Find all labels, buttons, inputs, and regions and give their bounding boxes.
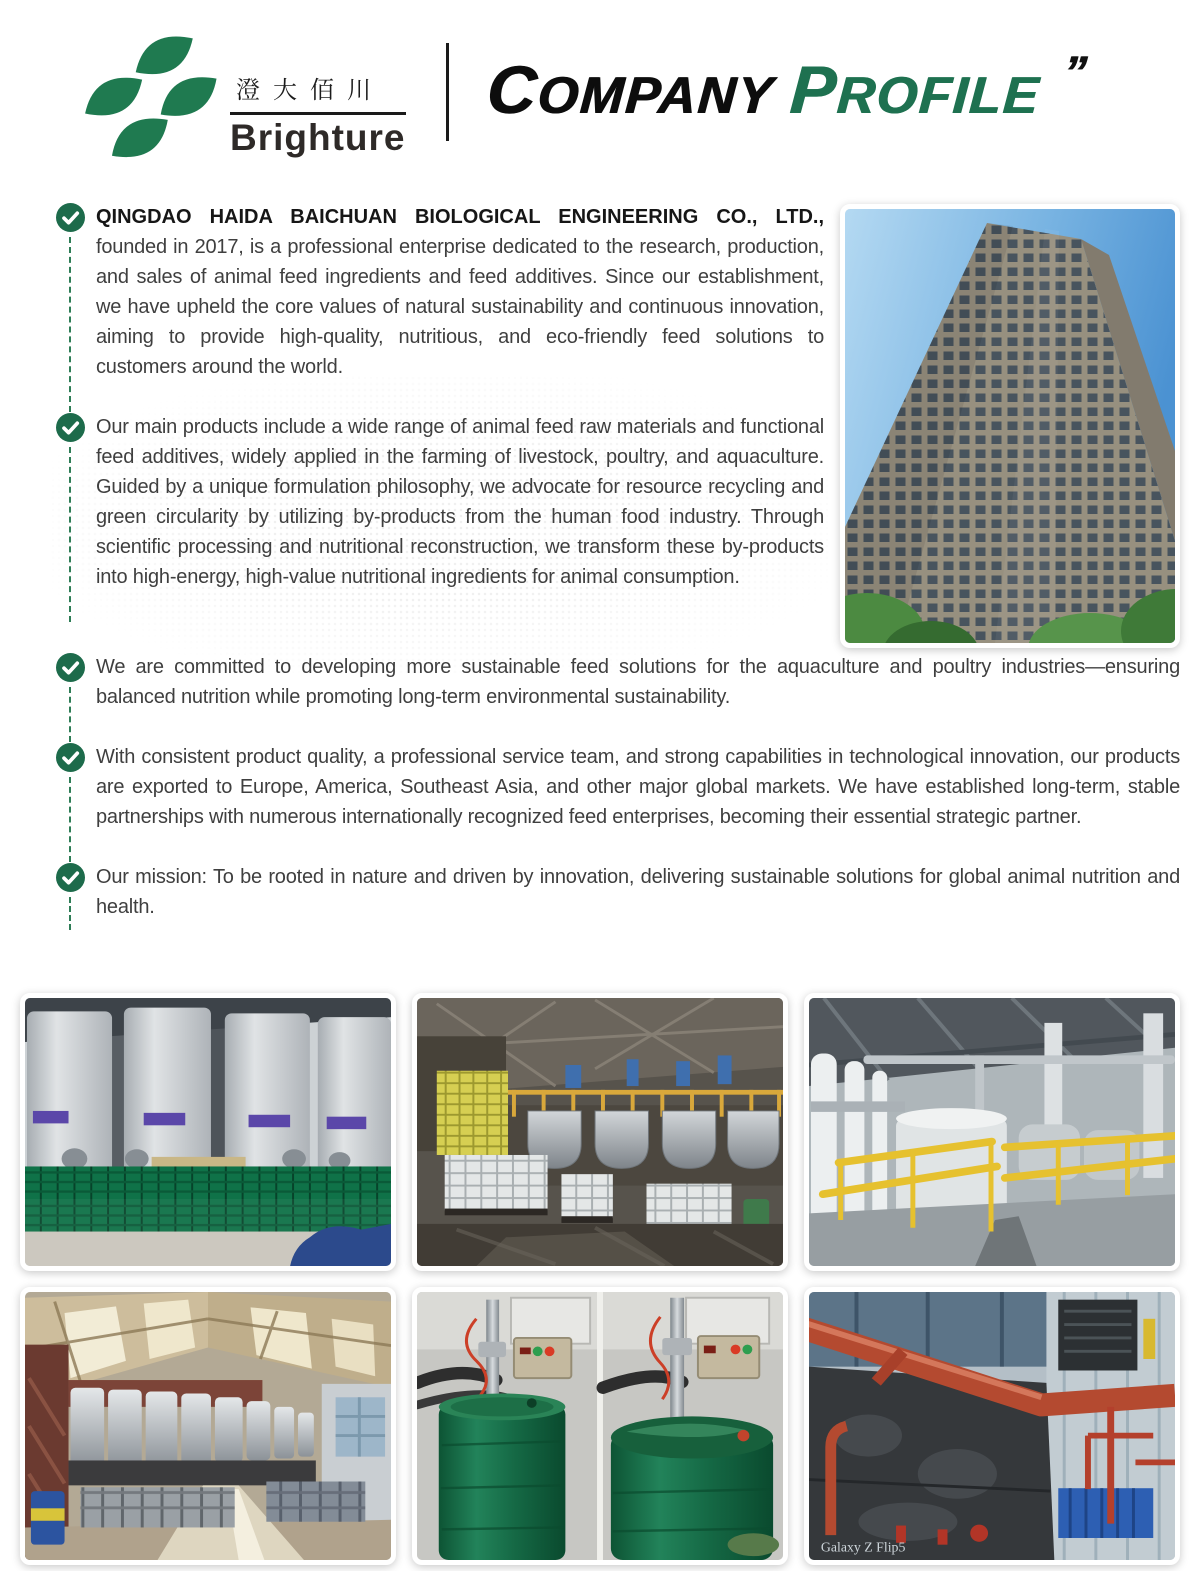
building-photo <box>840 204 1180 648</box>
paragraph-text <box>94 652 1180 742</box>
logo-chinese-name: 澄大佰川 <box>236 76 384 104</box>
check-icon <box>56 203 85 232</box>
bullet-rail <box>46 412 94 622</box>
paragraph-item-4 <box>46 742 1180 862</box>
bullet-rail <box>46 742 94 862</box>
intro-text-column <box>46 202 824 648</box>
paragraph-text <box>94 742 1180 862</box>
wide-text-section <box>0 648 1200 930</box>
photo-watermark: Galaxy Z Flip5 <box>820 1539 906 1555</box>
logo-text-block <box>230 70 406 159</box>
paragraph-body: Our mission: To be rooted in nature and driven by innovation, delivering sustainable solutions for global animal nutrition and health. <box>96 866 1180 918</box>
check-icon <box>56 413 85 442</box>
bullet-rail <box>46 202 94 412</box>
quote-mark-icon: ” <box>1060 45 1090 98</box>
factory-photo-warehouse <box>20 1287 396 1565</box>
paragraph-text <box>94 412 824 622</box>
factory-photo-image <box>809 998 1175 1266</box>
dashed-connector <box>69 687 71 742</box>
paragraph-body: With consistent product quality, a professional service team, and strong capabilities in technological innovation, our products are exported to Europe, America, Southeast Asia, and other major global markets. We have established long-term, stable partnerships with numerous internationally recognized feed enterprises, becoming their essential strategic partner. <box>96 746 1180 828</box>
factory-photo-image <box>417 998 783 1266</box>
title-profile: PROFILE <box>787 52 1042 128</box>
header <box>0 0 1200 172</box>
check-icon <box>56 653 85 682</box>
dashed-connector <box>69 447 71 622</box>
factory-photo-railings <box>804 993 1180 1271</box>
paragraph-text <box>94 862 1180 930</box>
building-photo-image <box>845 209 1175 643</box>
paragraph-item-3 <box>46 652 1180 742</box>
title-company: COMPANY <box>483 52 776 128</box>
check-icon <box>56 863 85 892</box>
factory-photo-tanks-drums <box>20 993 396 1271</box>
paragraph-body: founded in 2017, is a professional enterprise dedicated to the research, production, and sales of animal feed ingredients and feed additives. Since our establishment, we have upheld the core values of natural sustainability and continuous innovation, aiming to provide high-quality, nutritious, and eco-friendly feed solutions to customers around the world. <box>96 236 824 378</box>
paragraph-item-2 <box>46 412 824 622</box>
factory-photo-image <box>25 998 391 1266</box>
leaf-logo-icon <box>78 28 228 166</box>
dashed-connector <box>69 897 71 930</box>
header-divider <box>446 43 449 141</box>
check-icon <box>56 743 85 772</box>
paragraph-text <box>94 202 824 412</box>
bullet-rail <box>46 652 94 742</box>
logo-english-name: Brighture <box>230 116 406 158</box>
factory-photo-boiler <box>804 1287 1180 1565</box>
paragraph-item-1 <box>46 202 824 412</box>
factory-photo-image <box>809 1292 1175 1560</box>
logo-underline <box>230 112 406 115</box>
page-title <box>483 45 1090 129</box>
factory-photo-image <box>25 1292 391 1560</box>
brighture-logo <box>78 28 406 166</box>
dashed-connector <box>69 237 71 412</box>
paragraph-body: We are committed to developing more sustainable feed solutions for the aquaculture and poultry industries—ensuring balanced nutrition while promoting long-term environmental sustainability. <box>96 656 1180 708</box>
factory-photo-grid <box>20 993 1180 1565</box>
dashed-connector <box>69 777 71 862</box>
company-name-lead: QINGDAO HAIDA BAICHUAN BIOLOGICAL ENGINEERING CO., LTD., <box>96 206 824 228</box>
intro-section <box>0 172 1200 648</box>
paragraph-body: Our main products include a wide range of animal feed raw materials and functional feed additives, widely applied in the farming of livestock, poultry, and aquaculture. Guided by a unique formulation philosophy, we advocate for resource recycling and green circularity by utilizing by-products from the human food industry. Through scientific processing and nutritional reconstruction, we transform these by-products into high-energy, high-value nutritional ingredients for animal consumption. <box>96 416 824 588</box>
paragraph-item-5 <box>46 862 1180 930</box>
factory-photo-filling <box>412 1287 788 1565</box>
factory-photo-image <box>417 1292 783 1560</box>
factory-photo-workshop <box>412 993 788 1271</box>
bullet-rail <box>46 862 94 930</box>
